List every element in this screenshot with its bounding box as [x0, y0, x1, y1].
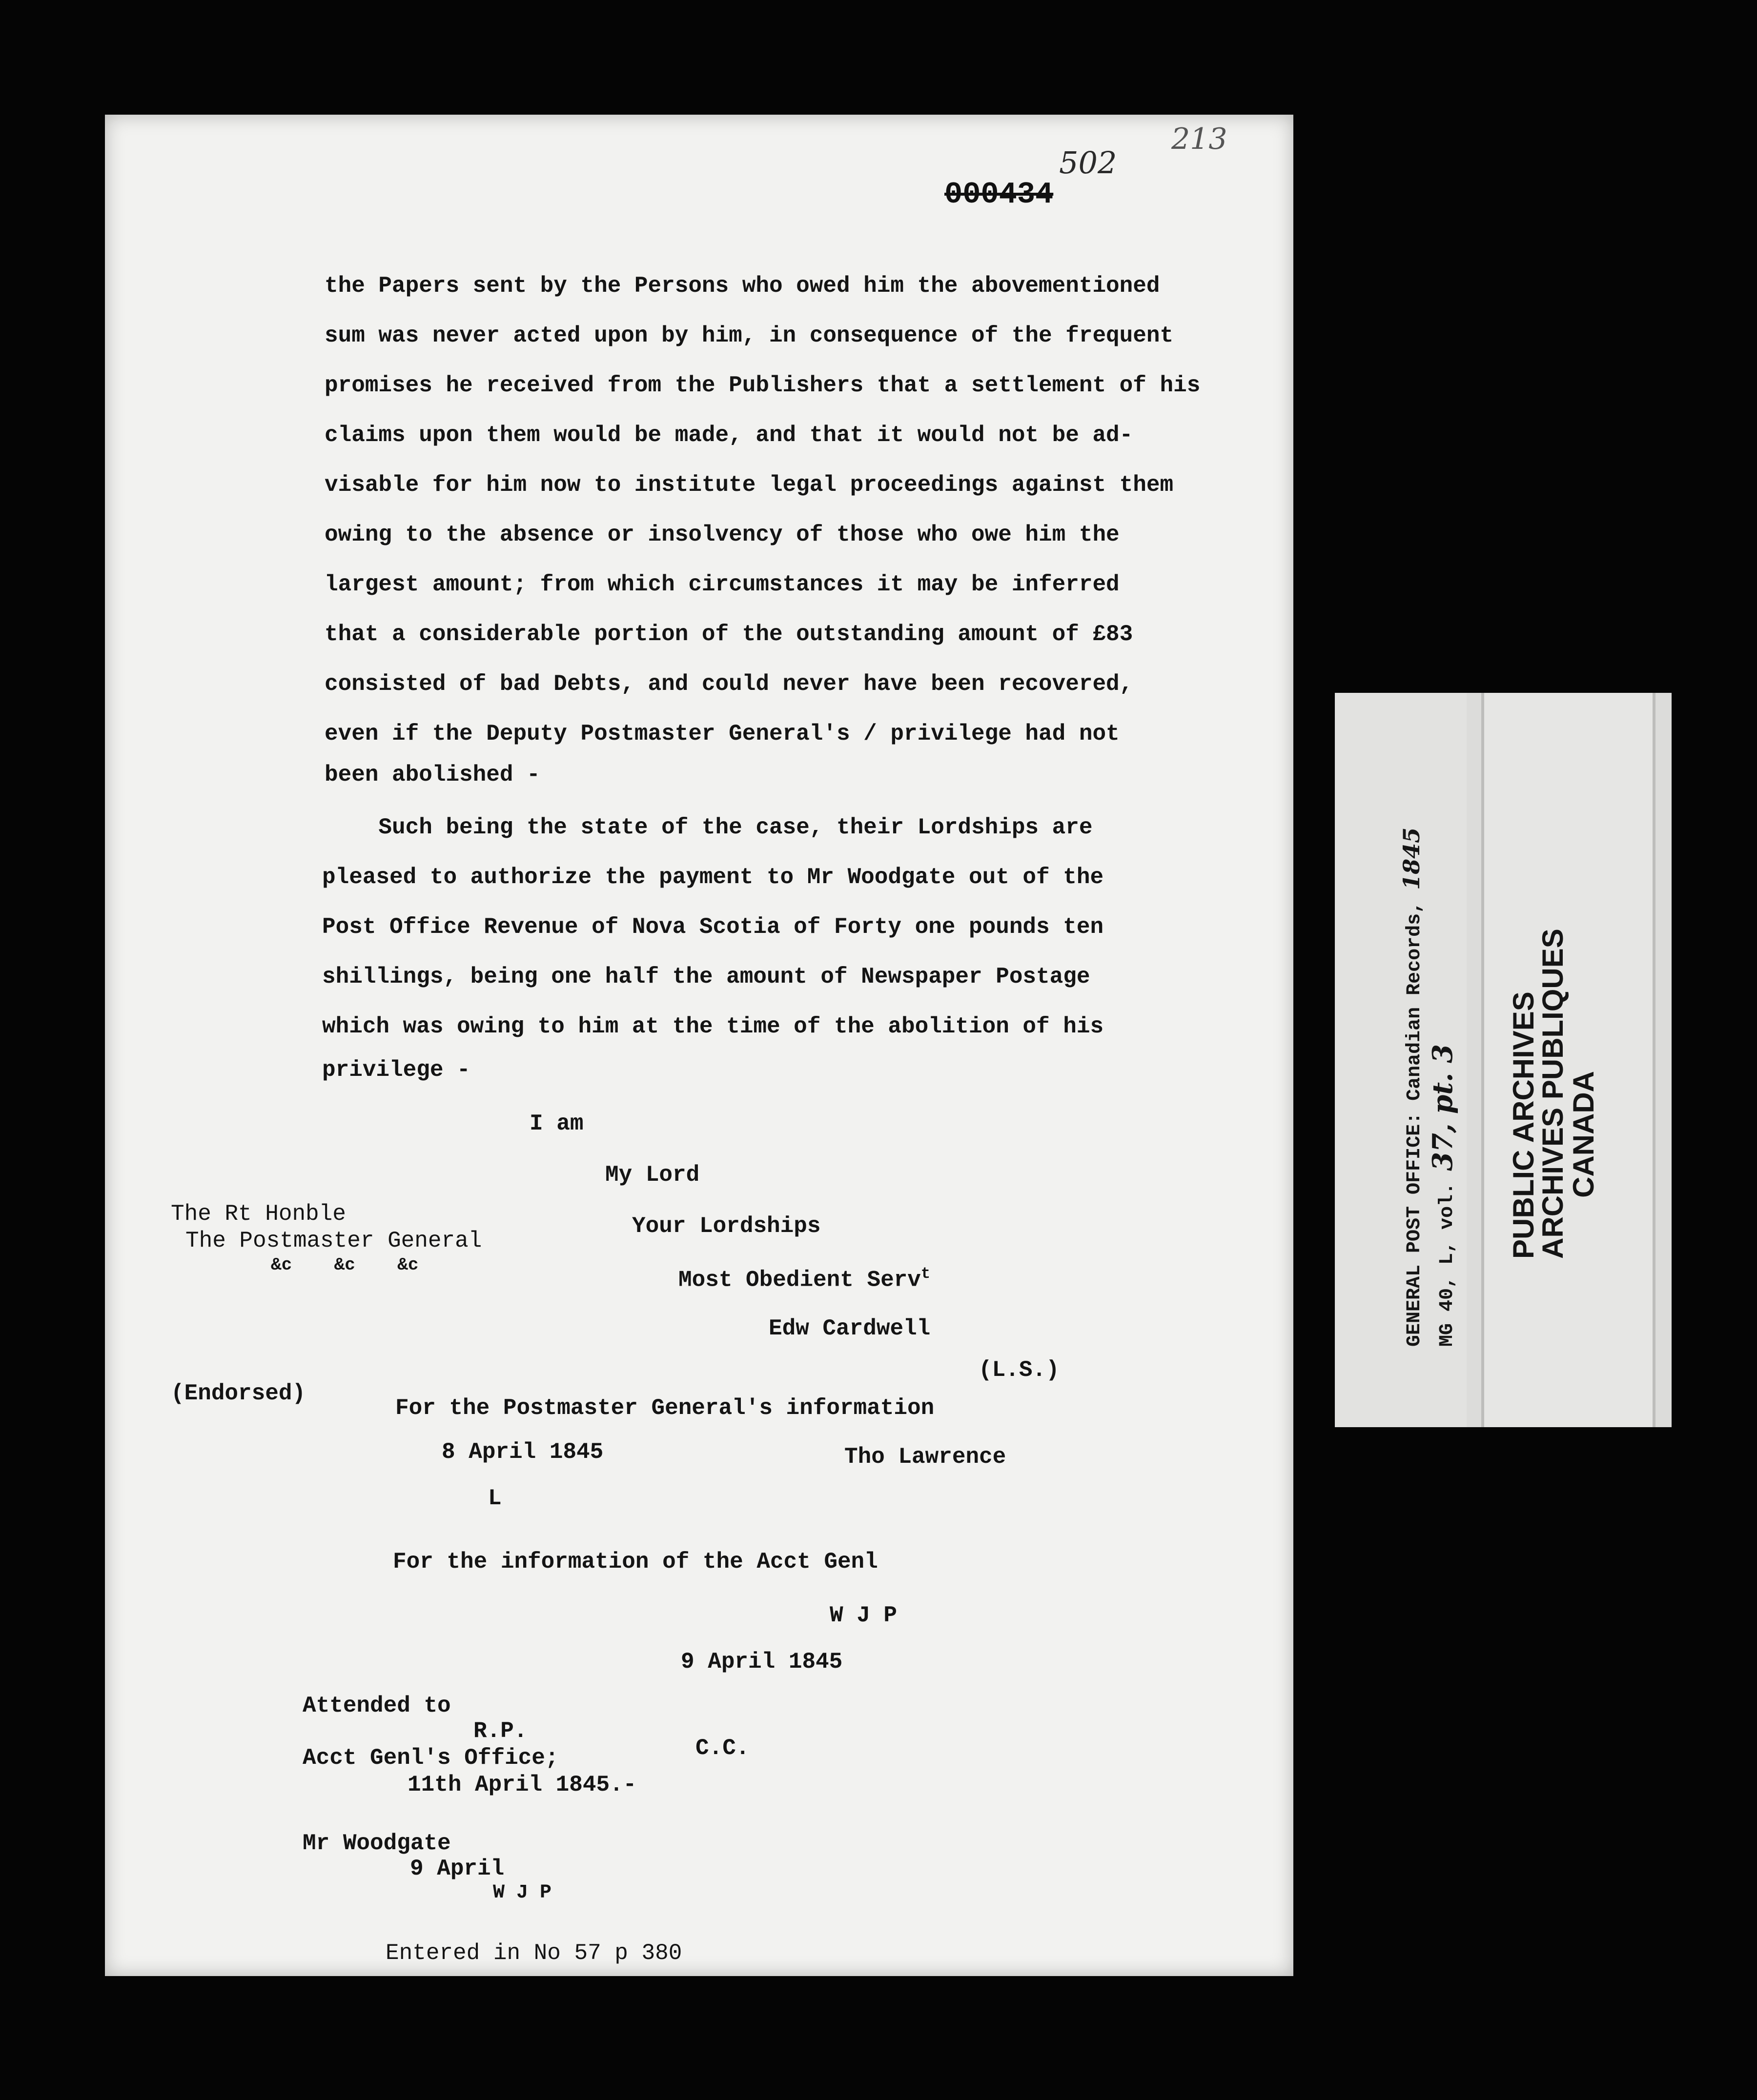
- closing-my-lord: My Lord: [605, 1162, 700, 1188]
- stamp-line1: PUBLIC ARCHIVES: [1507, 991, 1540, 1259]
- body-line: Such being the state of the case, their Lordships are: [325, 815, 1093, 840]
- body-line: claims upon them would be made, and that it would not be ad-: [325, 423, 1133, 448]
- stamp-line3: CANADA: [1567, 1071, 1600, 1198]
- addressee-line2: The Postmaster General: [185, 1228, 482, 1253]
- document-page: [105, 115, 1293, 1976]
- addressee-line1: The Rt Honble: [171, 1201, 346, 1227]
- archive-label: [1335, 693, 1672, 1427]
- body-line: the Papers sent by the Persons who owed him the abovementioned: [325, 273, 1160, 299]
- endorsement-initial1: L: [488, 1486, 502, 1511]
- addressee-line3: &c &c &c: [271, 1255, 419, 1275]
- body-line: promises he received from the Publishers that a settlement of his: [325, 373, 1201, 398]
- closing-most-obedient: [678, 1266, 930, 1291]
- label-line1-hand: 1845: [1398, 827, 1425, 890]
- endorsement-date1: 8 April 1845: [442, 1439, 604, 1465]
- closing-most-obedient-text: Most Obedient Serv: [678, 1267, 921, 1293]
- label-line2-hand: 37, pt. 3: [1427, 1044, 1459, 1171]
- attended-woodgate: Mr Woodgate: [303, 1831, 451, 1856]
- body-line: Post Office Revenue of Nova Scotia of Forty one pounds ten: [322, 914, 1104, 940]
- attended-line1: Attended to: [303, 1693, 451, 1718]
- new-document-number: 502: [1059, 145, 1117, 181]
- body-line: visable for him now to institute legal proceedings against them: [325, 472, 1174, 498]
- label-line2-text: MG 40, L, vol.: [1436, 1171, 1458, 1347]
- endorsement-signer1: Tho Lawrence: [844, 1444, 1006, 1470]
- body-line: sum was never acted upon by him, in consequence of the frequent: [325, 323, 1174, 348]
- stamp-line2: ARCHIVES PUBLIQUES: [1536, 929, 1569, 1259]
- label-line2: [1427, 1044, 1459, 1347]
- body-line: pleased to authorize the payment to Mr Woodgate out of the: [322, 865, 1104, 890]
- attended-rp: R.P.: [473, 1718, 528, 1744]
- seal-ls: (L.S.): [979, 1357, 1060, 1383]
- endorsement-line2: For the information of the Acct Genl: [393, 1549, 878, 1575]
- body-line: owing to the absence or insolvency of those who owe him the: [325, 522, 1120, 547]
- body-line: which was owing to him at the time of the abolition of his: [322, 1014, 1104, 1039]
- body-line: largest amount; from which circumstances it may be inferred: [325, 572, 1120, 597]
- closing-your-lordships: Your Lordships: [632, 1213, 821, 1239]
- endorsed-label: (Endorsed): [171, 1381, 306, 1406]
- attended-office-date: 11th April 1845.-: [408, 1772, 637, 1797]
- body-line: shillings, being one half the amount of Newspaper Postage: [322, 964, 1090, 989]
- label-line1: [1398, 828, 1426, 1347]
- attended-cc: C.C.: [695, 1736, 750, 1761]
- body-line: even if the Deputy Postmaster General's / privilege had not: [325, 721, 1120, 747]
- endorsement-date2: 9 April 1845: [681, 1649, 843, 1675]
- attended-woodgate-initials: W J P: [493, 1882, 552, 1904]
- closing-most-obedient-sup: t: [920, 1265, 931, 1283]
- old-document-number: 000434: [944, 177, 1054, 212]
- pencil-page-number: 213: [1171, 122, 1227, 156]
- attended-woodgate-date: 9 April: [410, 1856, 505, 1881]
- body-line: privilege -: [322, 1057, 470, 1083]
- signature: Edw Cardwell: [769, 1316, 931, 1341]
- body-line: been abolished -: [325, 762, 540, 788]
- closing-i-am: I am: [530, 1111, 584, 1136]
- endorsement-initials2: W J P: [830, 1603, 898, 1628]
- label-line1-text: GENERAL POST OFFICE: Canadian Records,: [1404, 889, 1426, 1347]
- body-line: consisted of bad Debts, and could never have been recovered,: [325, 671, 1133, 697]
- endorsement-line1: For the Postmaster General's information: [395, 1395, 935, 1421]
- entered-note: Entered in No 57 p 380: [386, 1940, 682, 1966]
- attended-office: Acct Genl's Office;: [303, 1745, 559, 1771]
- body-line: that a considerable portion of the outstanding amount of £83: [325, 622, 1133, 647]
